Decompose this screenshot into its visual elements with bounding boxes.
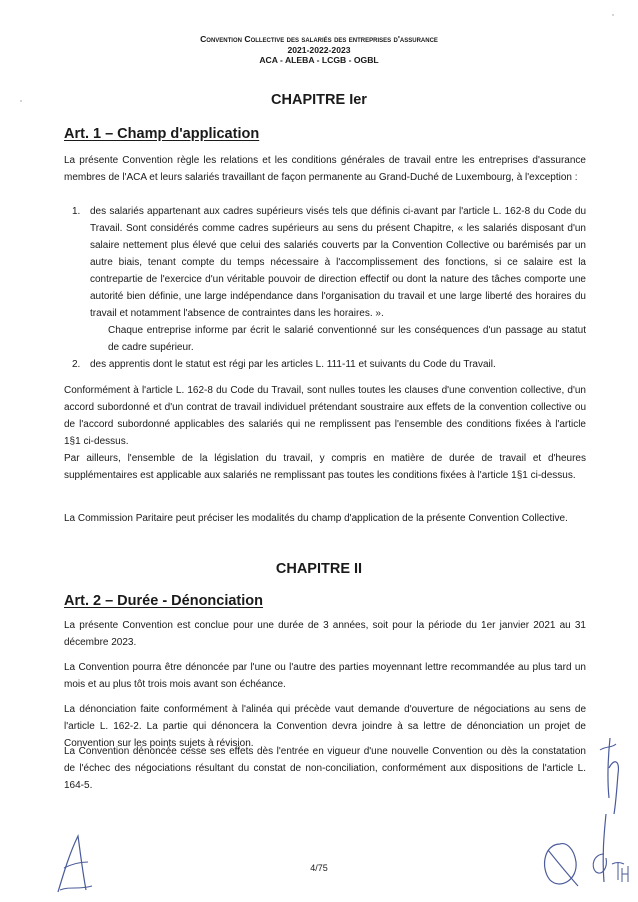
- chapter-2-title: CHAPITRE II: [275, 561, 363, 577]
- list-item-text: des salariés appartenant aux cadres supérieurs visés tels que définis ci-avant par l'article L. 162-8 du Code du Travail. Sont considérés comme cadres supérieurs au sens du présent Chapitre, « les salariés disposant d'un salaire nettement plus élevé que celui des salariés couverts par la Convention Collective ou barémisés par un autre biais, tenant compte du temps nécessaire à l'accomplissement des fonctions, si ce salaire est la contrepartie de l'exercice d'un véritable pouvoir de direction effectif ou dont la nature des tâches comporte une autorité bien définie, une large indépendance dans l'organisation du travail et une large liberté des horaires du travail et notamment l'absence de contraintes dans les horaires. ».: [90, 206, 586, 319]
- list-item-number: 1.: [72, 206, 81, 217]
- scan-speck: [20, 100, 22, 102]
- header-years: 2021-2022-2023: [287, 44, 351, 55]
- list-item-text: des apprentis dont le statut est régi par les articles L. 111-11 et suivants du Code du Travail.: [90, 359, 496, 370]
- initials-bottom-left: [48, 832, 98, 896]
- article-1-intro: La présente Convention règle les relations et les conditions générales de travail entre les entreprises d'assurance membres de l'ACA et leurs salariés travaillant de façon permanente au Grand-Duché de Luxembourg, à l'exception :: [64, 155, 586, 183]
- initials-bottom-right: [586, 810, 632, 892]
- header-title: Convention Collective des salariés des entreprises d'assurance: [200, 34, 438, 44]
- scan-speck: [612, 14, 614, 16]
- page-number: 4/75: [310, 863, 328, 873]
- list-item-continuation: Chaque entreprise informe par écrit le salarié conventionné sur les conséquences d'un passage au statut de cadre supérieur.: [108, 325, 586, 353]
- initials-right-middle: [598, 728, 630, 818]
- article-1-paragraph: Conformément à l'article L. 162-8 du Code du Travail, sont nulles toutes les clauses d'une convention collective, d'un accord subordonné et d'un contrat de travail individuel prétendant soustraire aux effets de la convention collective ou de l'accord subordonné applicables des salariés qui ne remplissent pas l'ensemble des conditions fixées à l'article 1§1 ci-dessus.: [64, 385, 586, 447]
- initials-bottom-center-right: [538, 838, 582, 890]
- list-item: [72, 356, 586, 373]
- article-1-paragraph: Par ailleurs, l'ensemble de la législation du travail, y compris en matière de durée de travail et d'heures supplémentaires est applicable aux salariés ne remplissant pas toutes les conditions fixées à l'article 1§1 ci-dessus.: [64, 453, 586, 481]
- article-2-paragraph: La Convention dénoncée cesse ses effets dès l'entrée en vigueur d'une nouvelle Convention ou dès la constatation de l'échec des négociations résultant du constat de non-conciliation, conformément aux dispositions de l'article L. 164-5.: [64, 746, 586, 791]
- article-2-paragraph: La présente Convention est conclue pour une durée de 3 années, soit pour la période du 1er janvier 2021 au 31 décembre 2023.: [64, 620, 586, 648]
- article-1-paragraph: La Commission Paritaire peut préciser les modalités du champ d'application de la présente Convention Collective.: [64, 513, 568, 524]
- header-parties: ACA - ALEBA - LCGB - OGBL: [259, 55, 379, 65]
- chapter-1-title: CHAPITRE Ier: [271, 92, 367, 108]
- article-2-title: Art. 2 – Durée - Dénonciation: [64, 593, 264, 609]
- document-header: [0, 34, 638, 66]
- list-item-number: 2.: [72, 359, 81, 370]
- article-2-paragraph: La dénonciation faite conformément à l'alinéa qui précède vaut demande d'ouverture de négociations au sens de l'article L. 162-2. La partie qui dénoncera la Convention devra joindre à sa lettre de dénonciation un projet de Convention sur les points sujets à révision.: [64, 704, 586, 749]
- article-2-paragraph: La Convention pourra être dénoncée par l'une ou l'autre des parties moyennant lettre recommandée au plus tard un mois et au plus tôt trois mois avant son échéance.: [64, 662, 586, 690]
- article-1-title: Art. 1 – Champ d'application: [64, 126, 260, 142]
- list-item: [72, 203, 586, 322]
